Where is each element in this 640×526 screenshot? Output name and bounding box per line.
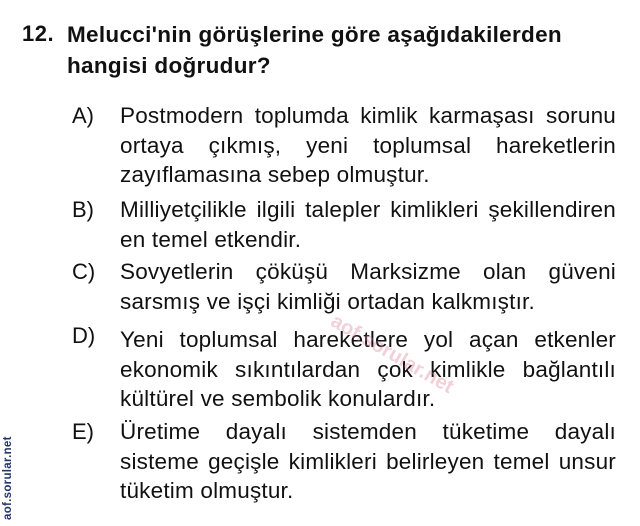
- option-b-text[interactable]: Milliyetçilikle ilgili talepler kimlikleri şekillendiren en temel etkendir.: [120, 197, 616, 252]
- diagonal-watermark: aof.sorular.net: [327, 310, 458, 398]
- option-e-letter[interactable]: E): [72, 419, 94, 444]
- option-a-letter[interactable]: A): [72, 103, 94, 128]
- option-a-text[interactable]: Postmodern toplumda kimlik karmaşası sorunu ortaya çıkmış, yeni toplumsal hareketlerin zayıflamasına sebep olmuştur.: [120, 103, 616, 187]
- question-stem: Melucci'nin görüşlerine göre aşağıdakilerden hangisi doğrudur?: [67, 22, 562, 78]
- option-e-text[interactable]: Üretime dayalı sistemden tüketime dayalı sisteme geçişle kimlikleri belirleyen temel unsur tüketim olmuştur.: [120, 419, 616, 503]
- side-watermark: aof.sorular.net: [2, 436, 14, 520]
- option-d-text[interactable]: Yeni toplumsal hareketlere yol açan etkenler ekonomik sıkıntılardan çok kimlikle bağlantılı kültürel ve sembolik konulardır.: [120, 327, 616, 411]
- option-c-letter[interactable]: C): [72, 259, 96, 284]
- option-b-letter[interactable]: B): [72, 197, 94, 222]
- option-c-text[interactable]: Sovyetlerin çöküşü Marksizme olan güveni sarsmış ve işçi kimliği ortadan kalkmıştır.: [120, 259, 616, 314]
- question-number: 12.: [22, 21, 55, 46]
- option-d-letter[interactable]: D): [72, 323, 96, 348]
